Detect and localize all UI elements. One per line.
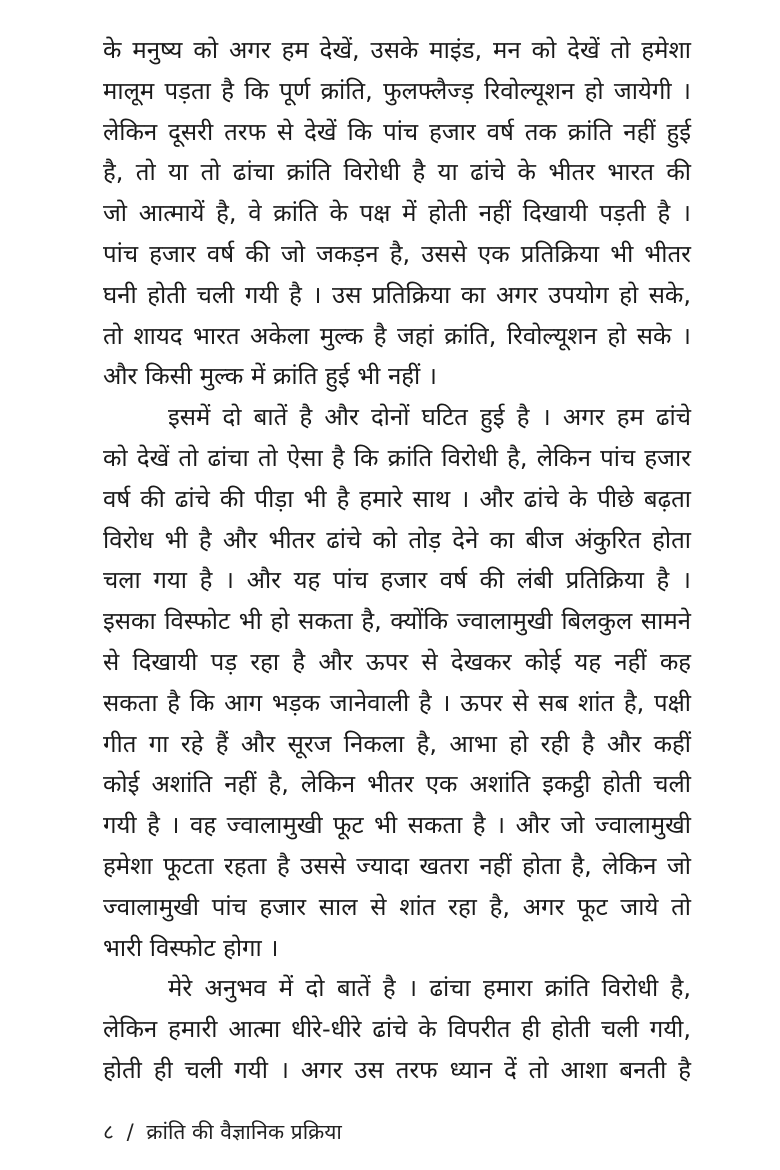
text-line: से दिखायी पड़ रहा है और ऊपर से देखकर कोई यह नहीं कह: [103, 647, 691, 676]
paragraph: [103, 968, 691, 1090]
text-line: विरोध भी है और भीतर ढांचे को तोड़ देने का बीज अंकुरित होता: [103, 525, 691, 554]
page-body: [103, 0, 691, 1091]
text-line: मेरे अनुभव में दो बातें है । ढांचा हमारा क्रांति विरोधी है,: [168, 974, 691, 1003]
text-line: ज्वालामुखी पांच हजार साल से शांत रहा है, अगर फूट जाये तो: [103, 892, 691, 921]
text-line: भारी विस्फोट होगा ।: [103, 933, 279, 962]
text-line: तो शायद भारत अकेला मुल्क है जहां क्रांति, रिवोल्यूशन हो सके ।: [103, 321, 691, 350]
footer-separator: /: [126, 1119, 134, 1144]
page-number: ८: [103, 1119, 114, 1144]
text-line: मालूम पड़ता है कि पूर्ण क्रांति, फुलफ्लैज्ड़ रिवोल्यूशन हो जायेगी ।: [103, 76, 691, 105]
text-line: सकता है कि आग भड़क जानेवाली है । ऊपर से सब शांत है, पक्षी: [103, 688, 691, 717]
text-line: चला गया है । और यह पांच हजार वर्ष की लंबी प्रतिक्रिया है ।: [103, 566, 691, 595]
page-footer: [103, 1115, 780, 1151]
paragraph: [103, 397, 691, 968]
text-line: लेकिन दूसरी तरफ से देखें कि पांच हजार वर्ष तक क्रांति नहीं हुई: [103, 117, 691, 146]
text-line: हमेशा फूटता रहता है उससे ज्यादा खतरा नहीं होता है, लेकिन जो: [103, 851, 691, 880]
text-line: को देखें तो ढांचा तो ऐसा है कि क्रांति विरोधी है, लेकिन पांच हजार: [103, 443, 691, 472]
text-line: इसमें दो बातें है और दोनों घटित हुई है । अगर हम ढांचे: [168, 403, 691, 432]
text-line: लेकिन हमारी आत्मा धीरे-धीरे ढांचे के विपरीत ही होती चली गयी,: [103, 1015, 691, 1044]
book-title: क्रांति की वैज्ञानिक प्रक्रिया: [146, 1119, 342, 1144]
text-line: और किसी मुल्क में क्रांति हुई भी नहीं ।: [103, 362, 437, 391]
text-line: पांच हजार वर्ष की जो जकड़न है, उससे एक प्रतिक्रिया भी भीतर: [103, 239, 691, 268]
text-line: होती ही चली गयी । अगर उस तरफ ध्यान दें तो आशा बनती है: [103, 1055, 691, 1084]
text-line: के मनुष्य को अगर हम देखें, उसके माइंड, मन को देखें तो हमेशा: [103, 36, 691, 64]
text-line: गयी है । वह ज्वालामुखी फूट भी सकता है । और जो ज्वालामुखी: [103, 811, 691, 840]
text-line: है, तो या तो ढांचा क्रांति विरोधी है या ढांचे के भीतर भारत की: [103, 158, 691, 187]
text-line: इसका विस्फोट भी हो सकता है, क्योंकि ज्वालामुखी बिलकुल सामने: [103, 607, 691, 636]
text-line: जो आत्मायें है, वे क्रांति के पक्ष में होती नहीं दिखायी पड़ती है ।: [103, 199, 691, 228]
text-line: कोई अशांति नहीं है, लेकिन भीतर एक अशांति इकट्ठी होती चली: [103, 770, 691, 799]
text-line: गीत गा रहे हैं और सूरज निकला है, आभा हो रही है और कहीं: [103, 729, 691, 758]
paragraph: [103, 30, 691, 397]
text-line: वर्ष की ढांचे की पीड़ा भी है हमारे साथ । और ढांचे के पीछे बढ़ता: [103, 484, 691, 513]
text-line: घनी होती चली गयी है । उस प्रतिक्रिया का अगर उपयोग हो सके,: [103, 280, 691, 309]
